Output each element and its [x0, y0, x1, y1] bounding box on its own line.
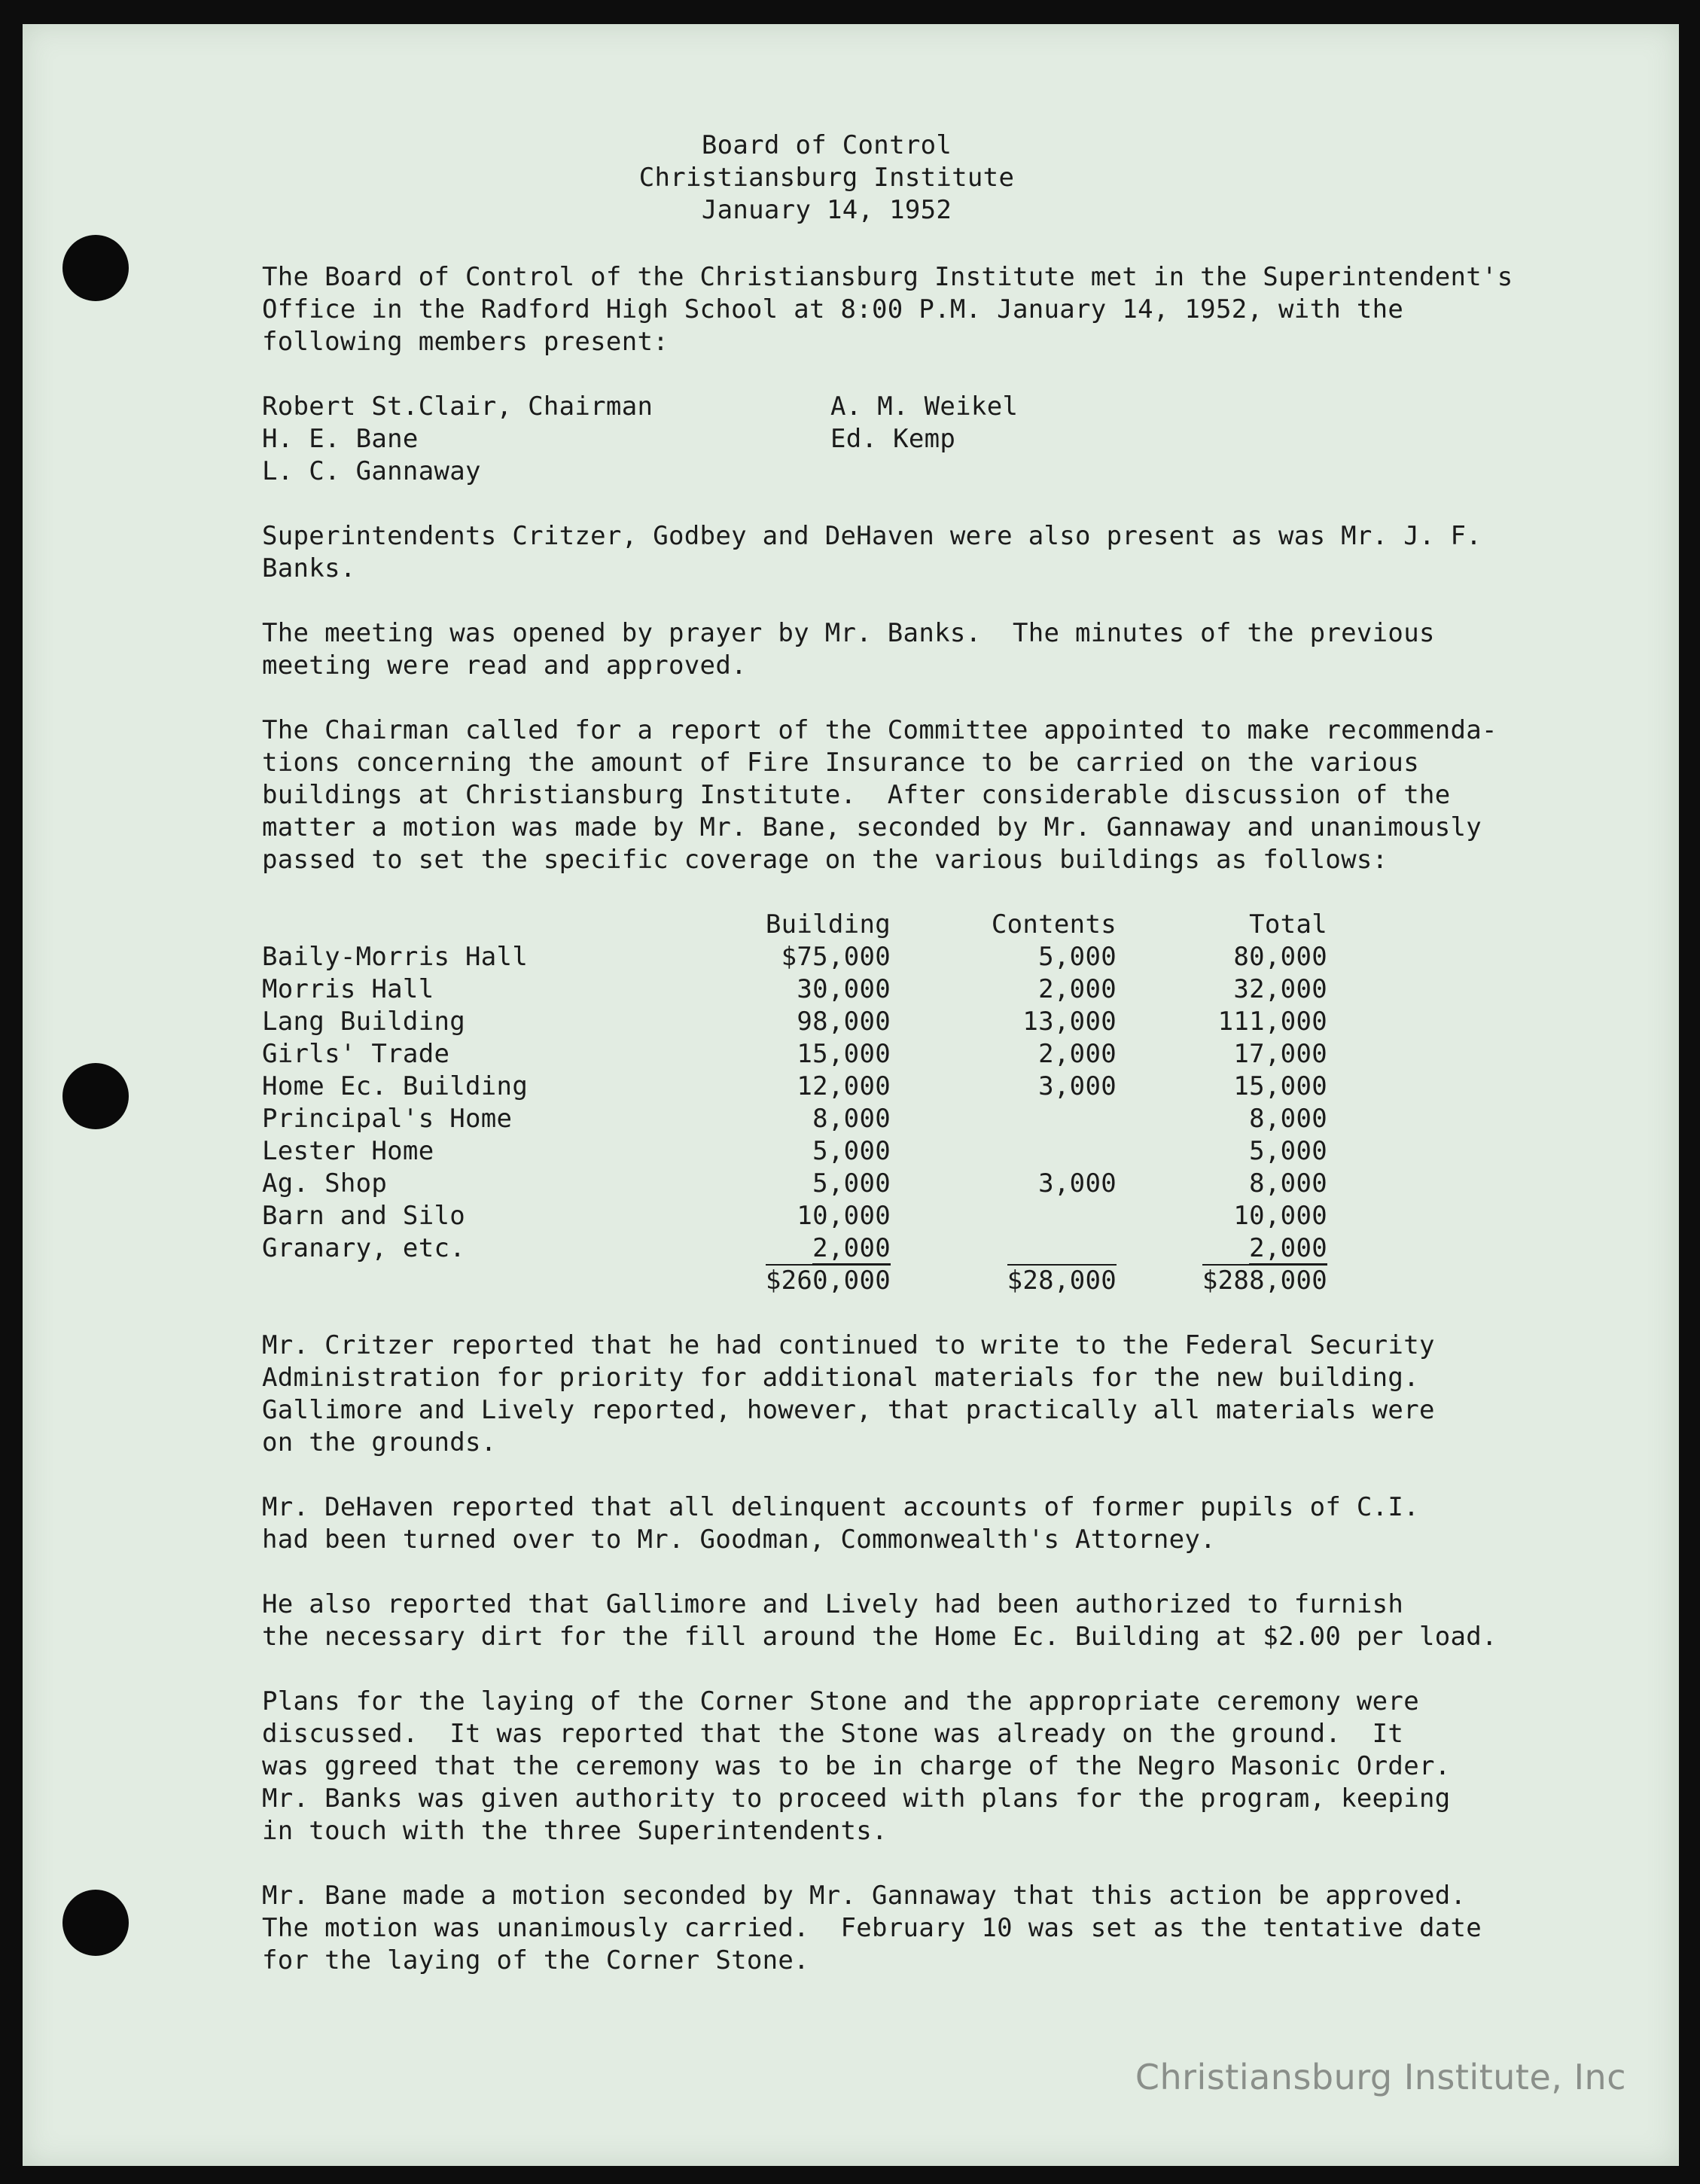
member-name: H. E. Bane [262, 424, 419, 454]
building-value-cell [748, 1232, 891, 1265]
table-row [262, 1168, 1327, 1200]
building-name-text: Ag. Shop [262, 1168, 388, 1199]
watermark-text: Christiansburg Institute, Inc [1135, 2057, 1626, 2097]
building-value-cell [748, 1168, 891, 1200]
total-value-text: 5,000 [1249, 1136, 1327, 1166]
contents-value-text: 2,000 [1038, 974, 1117, 1004]
building-value-cell [748, 973, 891, 1006]
binder-hole-middle [62, 1063, 129, 1129]
contents-value-cell [891, 1006, 1117, 1038]
document-header [262, 129, 1391, 227]
members-present-list [262, 391, 1632, 488]
total-value-text: 10,000 [1233, 1201, 1327, 1231]
building-name-cell [262, 1103, 748, 1135]
total-value-cell [1117, 941, 1327, 973]
total-contents [891, 1265, 1117, 1297]
building-name-text: Lang Building [262, 1007, 466, 1037]
building-value-cell [748, 1006, 891, 1038]
total-value-cell [1117, 1103, 1327, 1135]
intro-paragraph: The Board of Control of the Christiansburg Institute met in the Superintendent's Office in the Radford High School at 8:00 P.M. January 14, 1952, with the following members present: [262, 262, 1513, 357]
building-value-text: 5,000 [812, 1136, 891, 1166]
total-building-value: $260,000 [765, 1266, 891, 1296]
building-value-cell [748, 1071, 891, 1103]
total-value-cell [1117, 1200, 1327, 1232]
building-name-text: Girls' Trade [262, 1039, 450, 1069]
contents-value-text: 3,000 [1038, 1168, 1117, 1199]
table-row [262, 1038, 1327, 1071]
header-title: Board of Control [701, 130, 952, 160]
building-name-cell [262, 941, 748, 973]
building-name-text: Lester Home [262, 1136, 434, 1166]
contents-value-cell [891, 1200, 1117, 1232]
minutes-body [262, 129, 1632, 2009]
building-name-text: Granary, etc. [262, 1233, 466, 1263]
building-name-cell [262, 1038, 748, 1071]
contents-value-text: 3,000 [1038, 1071, 1117, 1101]
building-value-text: $75,000 [781, 942, 891, 972]
building-name-text: Baily-Morris Hall [262, 942, 529, 972]
building-value-text: 15,000 [797, 1039, 891, 1069]
critzer-paragraph: Mr. Critzer reported that he had continued to write to the Federal Security Administration for priority for additional materials for the new building. Gallimore and Lively reported, however, that practically all materials were on the grounds. [262, 1330, 1435, 1458]
total-value-cell [1117, 1168, 1327, 1200]
column-header-building: Building [765, 909, 891, 940]
total-value-cell [1117, 1071, 1327, 1103]
total-value-text: 8,000 [1249, 1168, 1327, 1199]
building-value-text: 8,000 [812, 1104, 891, 1134]
table-row [262, 1006, 1327, 1038]
building-name-text: Morris Hall [262, 974, 434, 1004]
building-value-cell [748, 1103, 891, 1135]
building-value-cell [748, 1200, 891, 1232]
total-total-value: $288,000 [1202, 1266, 1327, 1296]
building-name-text: Barn and Silo [262, 1201, 466, 1231]
table-row [262, 973, 1327, 1006]
totals-label [262, 1265, 748, 1297]
building-value-cell [748, 941, 891, 973]
total-value-cell [1117, 973, 1327, 1006]
building-value-text: 10,000 [797, 1201, 891, 1231]
contents-value-cell [891, 941, 1117, 973]
contents-value-cell [891, 1168, 1117, 1200]
header-organization: Christiansburg Institute [638, 163, 1015, 193]
cornerstone-paragraph: Plans for the laying of the Corner Stone and the appropriate ceremony were discussed. It was reported that the Stone was already on the ground. It was ggreed that the ceremony was to be in charge of the Negro Masonic Order. Mr. Banks was given authority to proceed with plans for the program, keeping in touch with the three Superintendents. [262, 1686, 1451, 1846]
table-row [262, 941, 1327, 973]
total-total [1117, 1265, 1327, 1297]
total-value-cell [1117, 1135, 1327, 1168]
table-row [262, 1200, 1327, 1232]
contents-value-text: 13,000 [1022, 1007, 1117, 1037]
building-value-text: 30,000 [797, 974, 891, 1004]
member-name: L. C. Gannaway [262, 456, 481, 486]
contents-value-cell [891, 1071, 1117, 1103]
building-value-text: 2,000 [812, 1233, 891, 1263]
building-name-text: Principal's Home [262, 1104, 513, 1134]
contents-value-cell [891, 973, 1117, 1006]
total-value-text: 111,000 [1217, 1007, 1327, 1037]
member-name: Robert St.Clair, Chairman [262, 391, 653, 422]
motion-paragraph: Mr. Bane made a motion seconded by Mr. Gannaway that this action be approved. The motion was unanimously carried. February 10 was set as the tentative date for the laying of the Corner Stone. [262, 1881, 1482, 1975]
binder-hole-bottom [62, 1890, 129, 1956]
dirt-fill-paragraph: He also reported that Gallimore and Lively had been authorized to furnish the necessary dirt for the fill around the Home Ec. Building at $2.00 per load. [262, 1589, 1497, 1652]
building-value-text: 98,000 [797, 1007, 891, 1037]
building-value-text: 5,000 [812, 1168, 891, 1199]
insurance-paragraph: The Chairman called for a report of the Committee appointed to make recommenda- tions concerning the amount of Fire Insurance to be carried on the various buildings at Christiansburg Institute. After considerable discussion of the matter a motion was made by Mr. Bane, seconded by Mr. Gannaway and unanimously passed to set the specific coverage on the various buildings as follows: [262, 715, 1497, 875]
table-row [262, 1103, 1327, 1135]
column-header-total: Total [1249, 909, 1327, 940]
members-right-column [830, 391, 1018, 488]
opening-paragraph: The meeting was opened by prayer by Mr. Banks. The minutes of the previous meeting were read and approved. [262, 618, 1435, 681]
total-value-text: 80,000 [1233, 942, 1327, 972]
contents-value-text: 2,000 [1038, 1039, 1117, 1069]
contents-value-cell [891, 1135, 1117, 1168]
members-left-column [262, 391, 830, 488]
table-row [262, 1232, 1327, 1265]
member-name: A. M. Weikel [830, 391, 1019, 422]
contents-value-cell [891, 1103, 1117, 1135]
building-name-text: Home Ec. Building [262, 1071, 529, 1101]
column-header-building-name [262, 909, 748, 941]
building-name-cell [262, 1071, 748, 1103]
total-value-text: 2,000 [1249, 1233, 1327, 1263]
total-value-cell [1117, 1006, 1327, 1038]
total-building [748, 1265, 891, 1297]
building-name-cell [262, 1168, 748, 1200]
building-value-cell [748, 1135, 891, 1168]
total-contents-value: $28,000 [1007, 1266, 1117, 1296]
member-name: Ed. Kemp [830, 424, 956, 454]
contents-value-text: 5,000 [1038, 942, 1117, 972]
table-row [262, 1135, 1327, 1168]
total-value-text: 8,000 [1249, 1104, 1327, 1134]
header-date: January 14, 1952 [701, 195, 952, 225]
total-value-cell [1117, 1232, 1327, 1265]
superintendents-paragraph: Superintendents Critzer, Godbey and DeHaven were also present as was Mr. J. F. Banks. [262, 521, 1482, 583]
contents-value-cell [891, 1038, 1117, 1071]
dehaven-paragraph: Mr. DeHaven reported that all delinquent accounts of former pupils of C.I. had been turned over to Mr. Goodman, Commonwealth's Attorney. [262, 1492, 1419, 1555]
total-value-cell [1117, 1038, 1327, 1071]
total-value-text: 32,000 [1233, 974, 1327, 1004]
building-name-cell [262, 1232, 748, 1265]
contents-value-cell [891, 1232, 1117, 1265]
column-header-contents: Contents [991, 909, 1117, 940]
table-totals-row [262, 1265, 1327, 1297]
building-value-text: 12,000 [797, 1071, 891, 1101]
total-value-text: 15,000 [1233, 1071, 1327, 1101]
building-name-cell [262, 1135, 748, 1168]
building-name-cell [262, 973, 748, 1006]
insurance-coverage-table [262, 909, 1327, 1297]
building-name-cell [262, 1006, 748, 1038]
building-value-cell [748, 1038, 891, 1071]
binder-hole-top [62, 235, 129, 301]
total-value-text: 17,000 [1233, 1039, 1327, 1069]
table-header-row [262, 909, 1327, 941]
table-row [262, 1071, 1327, 1103]
building-name-cell [262, 1200, 748, 1232]
